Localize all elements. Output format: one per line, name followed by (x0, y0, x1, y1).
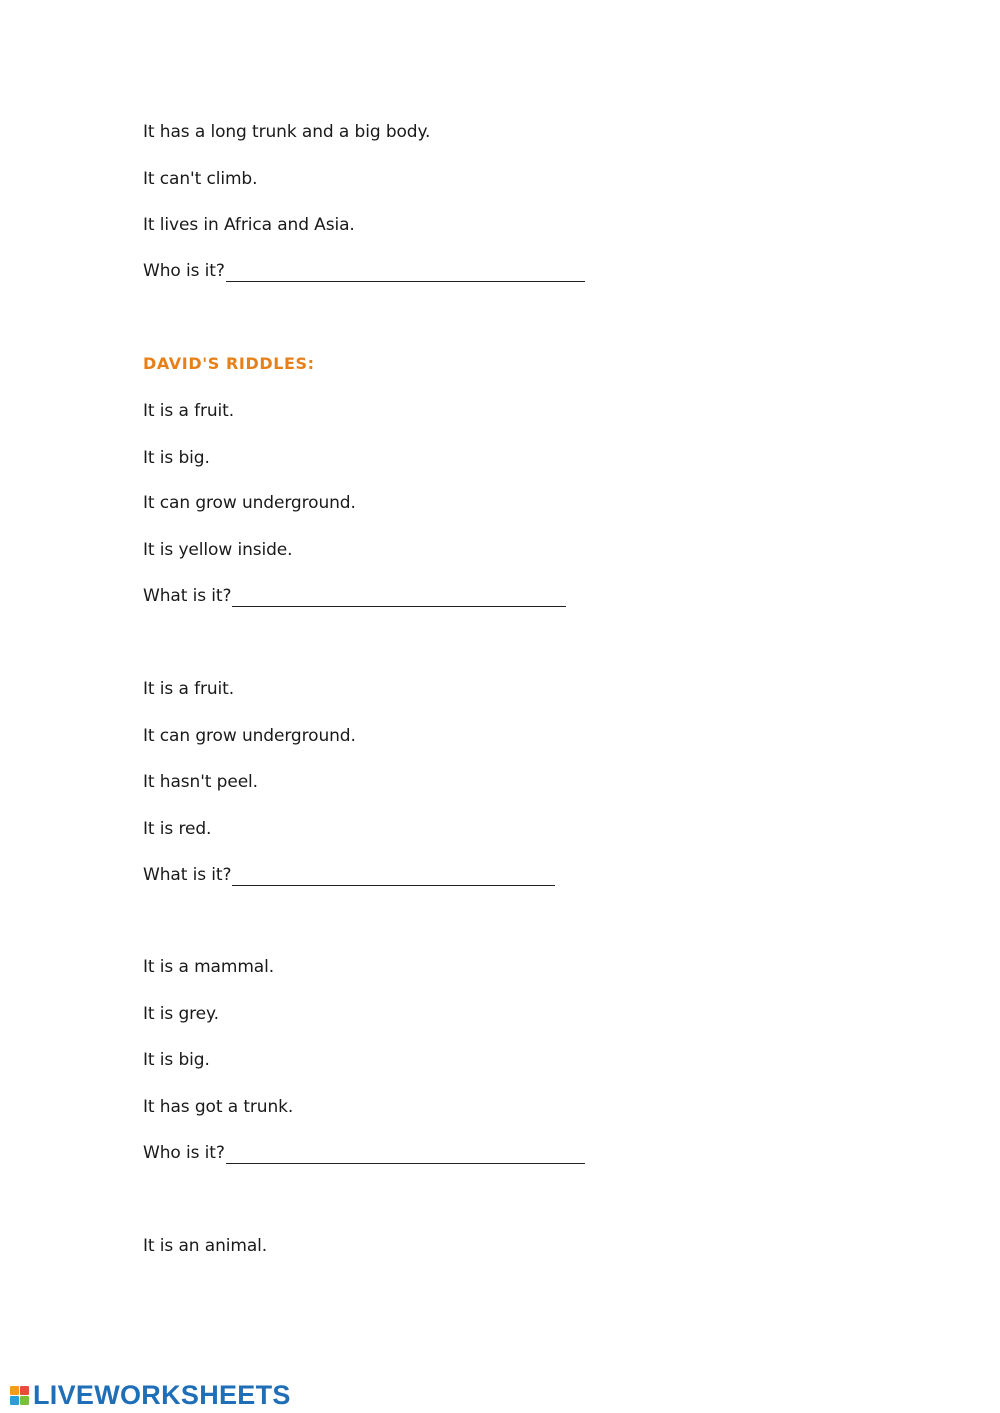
riddle-line: It is a fruit. (143, 679, 235, 699)
brand-name: LIVEWORKSHEETS (33, 1380, 291, 1410)
question-label: What is it? (143, 865, 232, 885)
riddle-question (143, 864, 555, 886)
question-label: What is it? (143, 586, 232, 606)
riddle-line: It has got a trunk. (143, 1097, 294, 1117)
riddle-line: It has a long trunk and a big body. (143, 122, 431, 142)
riddle-line: It can grow underground. (143, 493, 356, 513)
riddle-line: It is red. (143, 819, 212, 839)
answer-input[interactable] (232, 867, 555, 886)
riddle-line: It can't climb. (143, 169, 258, 189)
riddle-line: It is grey. (143, 1004, 219, 1024)
riddle-line: It hasn't peel. (143, 772, 258, 792)
question-label: Who is it? (143, 1143, 225, 1163)
riddle-line: It can grow underground. (143, 726, 356, 746)
riddle-line: It lives in Africa and Asia. (143, 215, 355, 235)
question-label: Who is it? (143, 261, 225, 281)
riddle-line: It is an animal. (143, 1236, 268, 1256)
answer-input[interactable] (232, 588, 566, 607)
riddle-line: It is big. (143, 1050, 210, 1070)
riddle-question (143, 260, 585, 282)
logo-cube (20, 1396, 29, 1405)
riddle-line: It is a fruit. (143, 401, 235, 421)
answer-input[interactable] (226, 1145, 585, 1164)
logo-cube (10, 1396, 19, 1405)
logo-cubes-icon (10, 1386, 29, 1405)
logo-cube (10, 1386, 19, 1395)
logo-cube (20, 1386, 29, 1395)
riddle-line: It is yellow inside. (143, 540, 293, 560)
riddle-line: It is big. (143, 448, 210, 468)
riddle-line: It is a mammal. (143, 957, 275, 977)
riddle-question (143, 585, 566, 607)
answer-input[interactable] (226, 263, 585, 282)
section-heading: DAVID'S RIDDLES: (143, 354, 315, 373)
riddle-question (143, 1142, 585, 1164)
liveworksheets-logo[interactable] (10, 1380, 291, 1411)
